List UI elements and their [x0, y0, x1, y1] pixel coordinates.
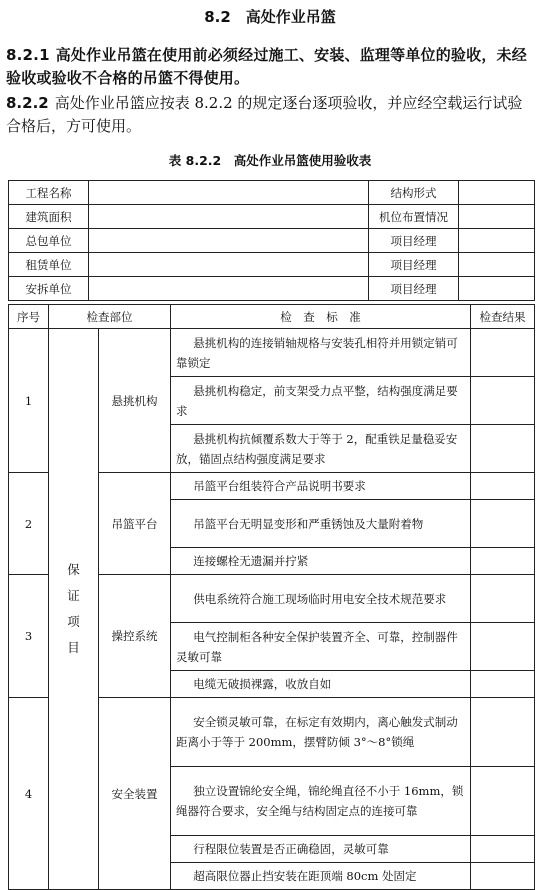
table-caption: 表 8.2.2 高处作业吊篮使用验收表	[168, 153, 372, 168]
header-part: 检查部位	[49, 305, 171, 329]
clause-8-2-1	[6, 44, 534, 90]
info-value	[89, 205, 369, 229]
clause-8-2-2	[6, 92, 534, 138]
info-label: 结构形式	[369, 181, 459, 205]
info-value	[89, 229, 369, 253]
inspection-standard: 电气控制柜各种安全保护装置齐全、可靠，控制器件灵敏可靠	[171, 623, 471, 671]
inspection-standard: 吊篮平台组装符合产品说明书要求	[171, 473, 471, 500]
inspection-standard: 悬挑机构抗倾覆系数大于等于 2，配重铁足量稳妥安放，锚固点结构强度满足要求	[171, 425, 471, 473]
info-value	[89, 253, 369, 277]
header-no: 序号	[9, 305, 49, 329]
section-number: 2	[9, 473, 49, 575]
check-result-cell	[471, 836, 535, 863]
info-row	[9, 229, 535, 253]
inspection-standard: 供电系统符合施工现场临时用电安全技术规范要求	[171, 575, 471, 623]
inspection-part: 安全装置	[99, 698, 171, 890]
header-result: 检查结果	[471, 305, 535, 329]
inspection-part: 悬挑机构	[99, 329, 171, 473]
info-label: 安拆单位	[9, 277, 89, 301]
category-char: 证	[67, 588, 80, 603]
clause-number: 8.2.1	[6, 46, 50, 64]
inspection-part: 吊篮平台	[99, 473, 171, 575]
table-header-row	[9, 305, 535, 329]
check-result-cell	[471, 671, 535, 698]
clause-text: 高处作业吊篮在使用前必须经过施工、安装、监理等单位的验收，未经验收或验收不合格的吊篮不得使用。	[6, 46, 527, 87]
clause-number: 8.2.2	[6, 94, 49, 112]
category-char: 保	[67, 562, 80, 577]
info-label: 项目经理	[369, 253, 459, 277]
info-label: 机位布置情况	[369, 205, 459, 229]
check-result-cell	[471, 767, 535, 836]
section-number: 3	[9, 575, 49, 698]
check-result-cell	[471, 575, 535, 623]
check-result-cell	[471, 623, 535, 671]
info-row	[9, 205, 535, 229]
inspection-standard: 行程限位装置是否正确稳固，灵敏可靠	[171, 836, 471, 863]
info-label: 租赁单位	[9, 253, 89, 277]
info-value	[89, 277, 369, 301]
info-row	[9, 181, 535, 205]
check-result-cell	[471, 548, 535, 575]
inspection-part: 操控系统	[99, 575, 171, 698]
table-row	[9, 329, 535, 377]
check-result-cell	[471, 500, 535, 548]
check-result-cell	[471, 698, 535, 767]
inspection-standard: 悬挑机构稳定，前支架受力点平整，结构强度满足要求	[171, 377, 471, 425]
category-char: 项	[67, 614, 80, 629]
info-label: 项目经理	[369, 229, 459, 253]
check-result-cell	[471, 329, 535, 377]
inspection-standard: 连接螺栓无遗漏并拧紧	[171, 548, 471, 575]
section-title: 8.2 高处作业吊篮	[204, 8, 336, 26]
check-result-cell	[471, 425, 535, 473]
check-result-cell	[471, 863, 535, 890]
info-row	[9, 277, 535, 301]
category-char: 目	[67, 640, 80, 655]
clause-text: 高处作业吊篮应按表 8.2.2 的规定逐台逐项验收，并应经空载运行试验合格后，方可使用。	[6, 94, 523, 135]
inspection-standard: 电缆无破损裸露，收放自如	[171, 671, 471, 698]
info-label: 建筑面积	[9, 205, 89, 229]
category-cell	[49, 329, 99, 890]
section-number: 4	[9, 698, 49, 890]
check-result-cell	[471, 377, 535, 425]
info-value	[89, 181, 369, 205]
inspection-standard: 独立设置锦纶安全绳，锦纶绳直径不小于 16mm，锁绳器符合要求，安全绳与结构固定点的连接可靠	[171, 767, 471, 836]
info-row	[9, 253, 535, 277]
info-value	[459, 181, 535, 205]
info-value	[459, 253, 535, 277]
info-value	[459, 229, 535, 253]
inspection-standard: 吊篮平台无明显变形和严重锈蚀及大量附着物	[171, 500, 471, 548]
info-value	[459, 205, 535, 229]
inspection-standard: 悬挑机构的连接销轴规格与安装孔相符并用锁定销可靠锁定	[171, 329, 471, 377]
inspection-table	[8, 304, 535, 890]
check-result-cell	[471, 473, 535, 500]
section-number: 1	[9, 329, 49, 473]
project-info-table	[8, 180, 535, 301]
info-label: 总包单位	[9, 229, 89, 253]
inspection-standard: 安全锁灵敏可靠，在标定有效期内，离心触发式制动距离小于等于 200mm，摆臂防倾 3°～8°锁绳	[171, 698, 471, 767]
info-label: 工程名称	[9, 181, 89, 205]
info-label: 项目经理	[369, 277, 459, 301]
inspection-standard: 超高限位器止挡安装在距顶端 80cm 处固定	[171, 863, 471, 890]
header-standard: 检 查 标 准	[171, 305, 471, 329]
info-value	[459, 277, 535, 301]
